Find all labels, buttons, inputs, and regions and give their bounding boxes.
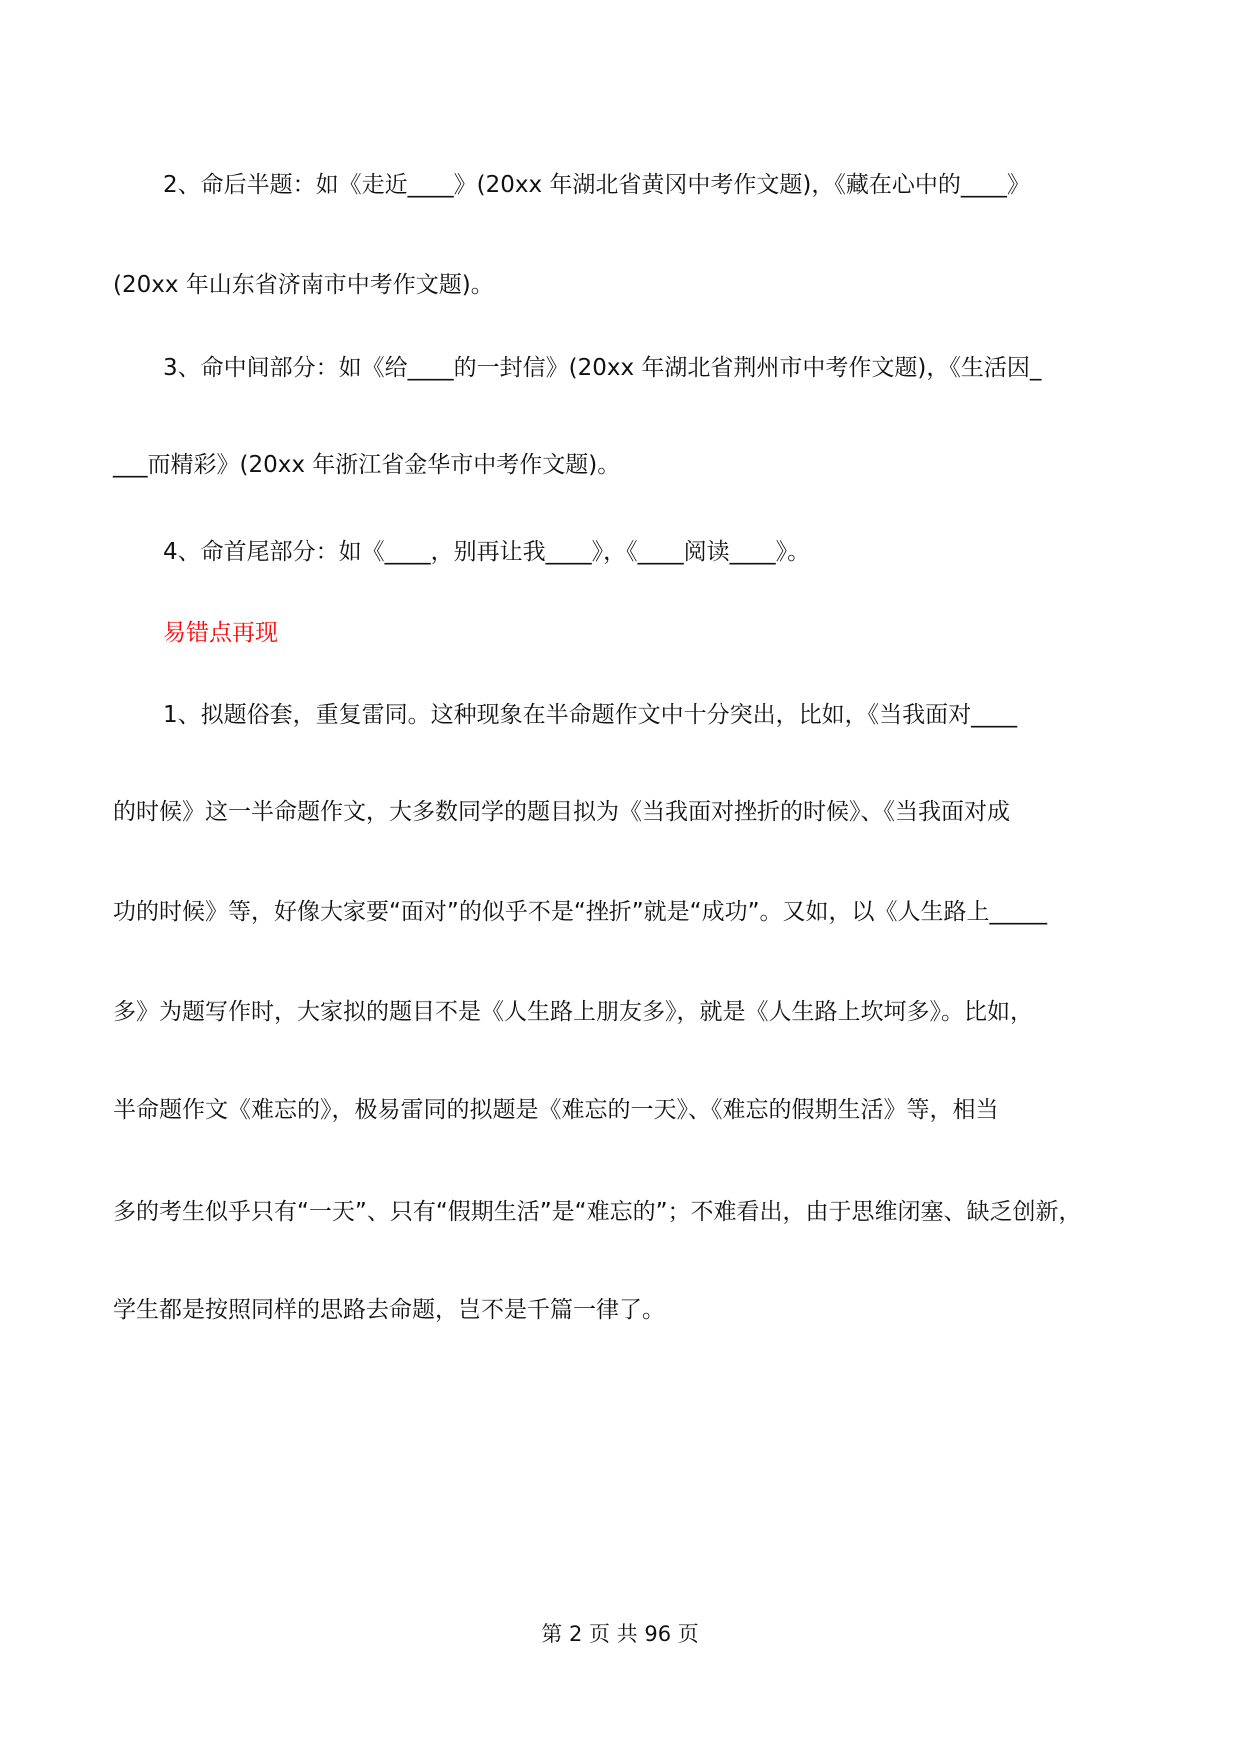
paragraph-line: 3、命中间部分：如《给____的一封信》(20xx 年湖北省荆州市中考作文题)，《生活因_ (163, 355, 1042, 381)
paragraph-line: 功的时候》等，好像大家要“面对”的似乎不是“挫折”就是“成功”。又如，以《人生路上_____ (113, 899, 1047, 925)
paragraph-line: 学生都是按照同样的思路去命题，岂不是千篇一律了。 (113, 1297, 665, 1323)
paragraph-line: ___而精彩》(20xx 年浙江省金华市中考作文题)。 (113, 452, 621, 478)
paragraph-line: 的时候》这一半命题作文，大多数同学的题目拟为《当我面对挫折的时候》、《当我面对成 (113, 799, 1010, 825)
paragraph-line: 4、命首尾部分：如《____，别再让我____》，《____阅读____》。 (163, 539, 811, 565)
paragraph-line: (20xx 年山东省济南市中考作文题)。 (113, 272, 494, 298)
paragraph-line: 2、命后半题：如《走近____》(20xx 年湖北省黄冈中考作文题)，《藏在心中的____》 (163, 172, 1030, 198)
paragraph-line: 多》为题写作时，大家拟的题目不是《人生路上朋友多》，就是《人生路上坎坷多》。比如， (113, 999, 1033, 1025)
paragraph-line: 多的考生似乎只有“一天”、只有“假期生活”是“难忘的”；不难看出，由于思维闭塞、缺乏创新， (113, 1199, 1082, 1225)
paragraph-line: 1、拟题俗套，重复雷同。这种现象在半命题作文中十分突出，比如，《当我面对____ (163, 702, 1018, 728)
section-heading: 易错点再现 (163, 620, 278, 646)
page-number-footer: 第 2 页 共 96 页 (541, 1622, 699, 1646)
paragraph-line: 半命题作文《难忘的》，极易雷同的拟题是《难忘的一天》、《难忘的假期生活》等，相当 (113, 1097, 999, 1123)
